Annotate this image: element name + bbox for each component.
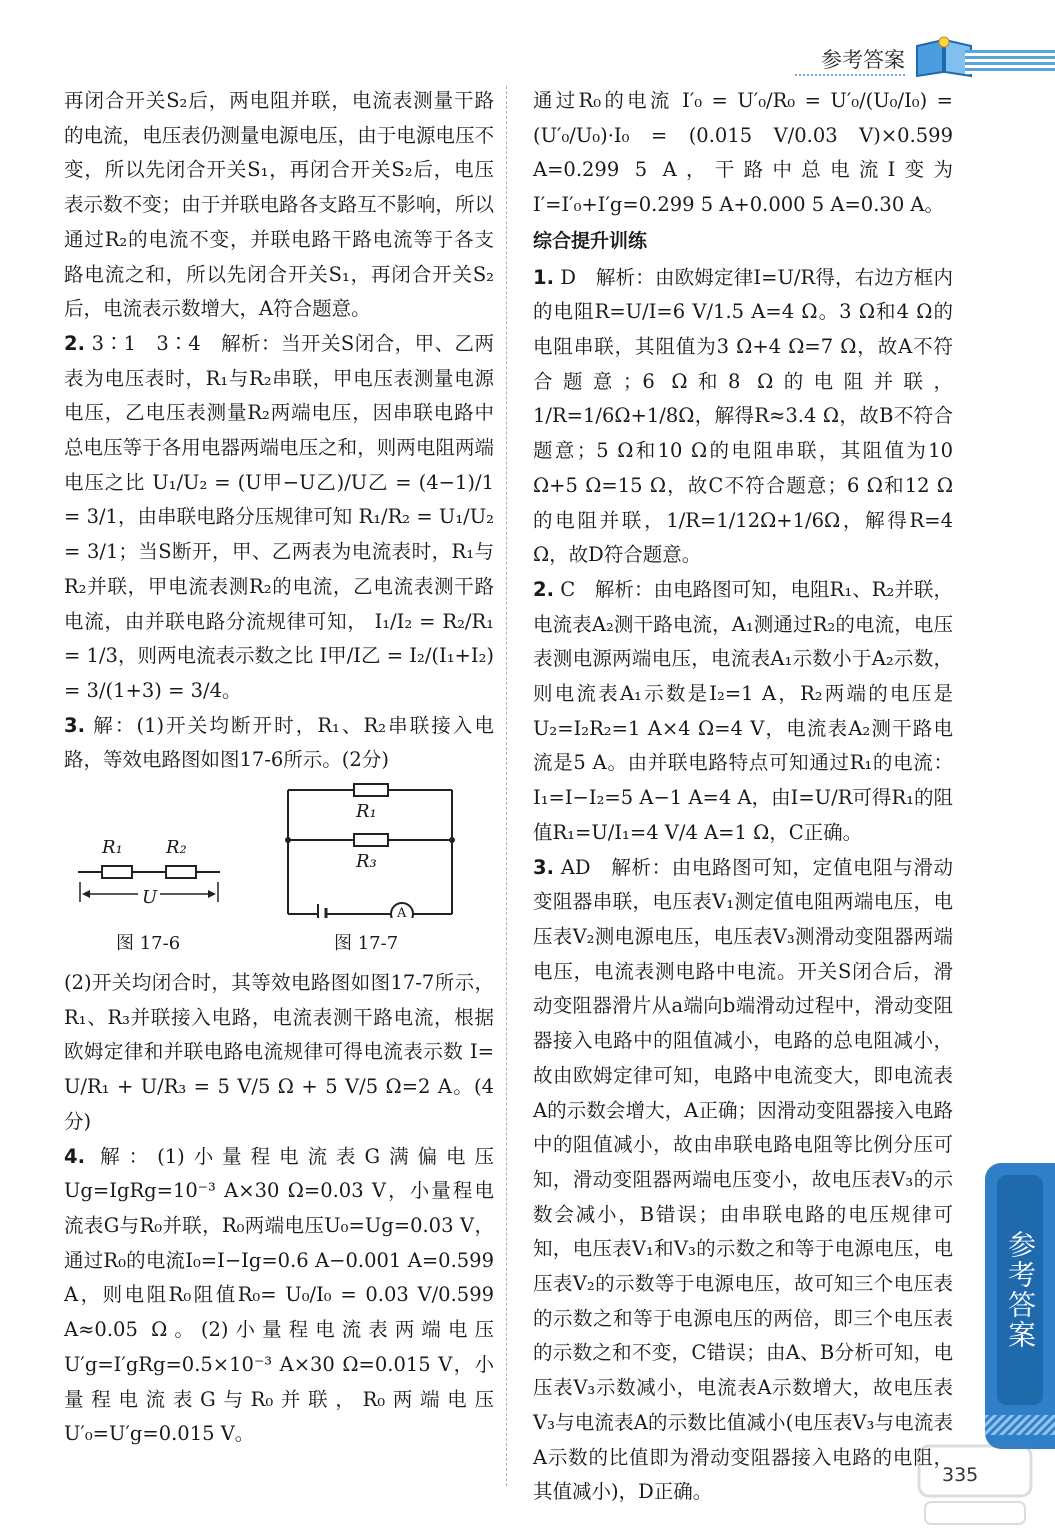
- formula-r0: U₀/I₀ = 0.03 V/0.599 A: [64, 1283, 495, 1342]
- continued-text-a: 通过R₀的电流: [533, 89, 673, 112]
- side-tab: [985, 1163, 1055, 1449]
- practice-3-text: AD 解析：由电路图可知，定值电阻与滑动变阻器串联，电压表V₁测定值电阻两端电压，电压表V₂测电源电压，电压表V₃测滑动变阻器两端电压，电流表测电路中电流。开关S闭合后，滑动变阻器滑片从a端向b端滑动过程中，滑动变阻器接入电路中的阻值减小，电路的总电阻减小，故由欧姆定律可知，电路中电流变大，即电流表A的示数会增大，A正确；因滑动变阻器接入电路中的阻值减小，故由串联电路电阻等比例分压可知，滑动变阻器两端电压变小，故电压表V₃的示数会减小，B错误；由串联电路的电压规律可知，电压表V₁和V₃的示数之和等于电源电压，电压表V₂的示数等于电源电压，故可知三个电压表的示数之和等于电源电压的两倍，即三个电压表的示数之和不变，C错误；由A、B分析可知，电压表V₃示数减小，电流表A示数增大，故电压表V₃与电流表A的示数比值减小(电压表V₃与电流表A示数的比值即为滑动变阻器接入电路的电阻，其值减小)，D正确。: [533, 855, 954, 1504]
- question-2: [64, 327, 494, 709]
- question-number: 1.: [533, 265, 554, 289]
- question-2-text-d: ，则两电流表示数之比: [117, 644, 314, 668]
- practice-1-text: D 解析：由欧姆定律I=U/R得，右边方框内的电阻R=U/I=6 V/1.5 A=4 Ω。3 Ω和4 Ω的电阻串联，其阻值为3 Ω+4 Ω=7 Ω，故A不符合题意；6 Ω和8 Ω的电阻并联，1/R=1/6Ω+1/8Ω，解得R≈3.4 Ω，故B不符合题意；5 Ω和10 Ω的电阻串联，其阻值为10 Ω+5 Ω=15 Ω，故C不符合题意；6 Ω和12 Ω的电阻并联，1/R=1/12Ω+1/6Ω，解得R=4 Ω，故D符合题意。: [533, 265, 953, 567]
- fig7-r1-label: R₁: [356, 801, 377, 823]
- question-2-text-e: 。: [222, 678, 242, 702]
- ammeter-symbol-label: A: [397, 906, 407, 922]
- paragraph-continued: 再闭合开关S₂后，两电阻并联，电流表测量干路的电流，电压表仍测量电源电压，由于电源电压不变，所以先闭合开关S₁，再闭合开关S₂后，电压表示数不变；由于并联电路各支路互不影响，所以通过R₂的电流不变，并联电路干路电流等于各支路电流之和，所以先闭合开关S₁，再闭合开关S₂后，电流表示数增大，A符合题意。: [64, 89, 494, 321]
- right-column: [533, 84, 953, 1510]
- fig6-caption: 图 17-6: [116, 933, 181, 955]
- question-3-text-a: 解：(1)开关均断开时，R₁、R₂串联接入电路，等效电路图如图17-6所示。(2分): [64, 713, 494, 772]
- fig6-r1-label: R₁: [102, 837, 123, 859]
- question-4-text-b: ≈0.05 Ω。(2)小量程电流表两端电压U′g=I′gRg=0.5×10⁻³ A×30 Ω=0.015 V，小量程电流表G与R₀并联，R₀两端电压U′₀=U′g=0.015 V。: [64, 1318, 494, 1446]
- question-2-text-c: ；当S断开，甲、乙两表为电流表时，R₁与R₂并联，甲电流表测R₂的电流，乙电流表测干路电流，由并联电路分流规律可知，: [64, 540, 495, 633]
- left-column: [64, 84, 494, 1452]
- question-number: 2.: [64, 331, 85, 355]
- question-number: 4.: [64, 1144, 85, 1168]
- formula-ammeter-ratio: I甲/I乙 = I₂/(I₁+I₂) = 3/(1+3) = 3/4: [64, 644, 494, 702]
- side-tab-stripes: [985, 1415, 1055, 1435]
- practice-2-text: C 解析：由电路图可知，电阻R₁、R₂并联，电流表A₂测干路电流，A₁测通过R₂的电流，电压表测电源两端电压，电流表A₁示数小于A₂示数，则电流表A₁示数是I₂=1 A，R₂两端的电压是U₂=I₂R₂=1 A×4 Ω=4 V，电流表A₂测干路电流是5 A。由并联电路特点可知通过R₁的电流：I₁=I−I₂=5 A−1 A=4 A，由I=U/R可得R₁的阻值R₁=U/I₁=4 V/4 A=1 Ω，C正确。: [533, 577, 954, 844]
- circuit-figures: [64, 782, 494, 962]
- question-3-part-2: [64, 966, 494, 1140]
- question-3: [64, 709, 494, 778]
- question-4: [64, 1140, 494, 1452]
- question-4-continued: [533, 84, 953, 223]
- practice-question-2: [533, 573, 953, 851]
- formula-resistance-ratio: R₁/R₂ = U₁/U₂ = 3/1: [64, 505, 494, 564]
- continued-text-b: ×0.599 A=0.299 5 A，干路中总电流I变为I′=I′₀+I′g=0.299 5 A+0.000 5 A=0.30 A。: [533, 123, 953, 217]
- question-2-text-a: 3∶1 3∶4 解析：当开关S闭合，甲、乙两表为电压表时，R₁与R₂串联，甲电压表测量电源电压，乙电压表测量R₂两端电压，因串联电路中总电压等于各用电器两端电压之和，则两电阻两端电压之比: [64, 331, 494, 494]
- question-number: 2.: [533, 577, 554, 601]
- question-4-text-a: 解：(1)小量程电流表G满偏电压 Ug=IgRg=10⁻³ A×30 Ω=0.03 V，小量程电流表G与R₀并联，R₀两端电压U₀=Ug=0.03 V，通过R₀的电流I₀=I−Ig=0.6 A−0.001 A=0.599 A，则电阻R₀阻值R₀=: [64, 1144, 494, 1307]
- question-number: 3.: [64, 713, 85, 737]
- header-label: 参考答案: [821, 48, 905, 72]
- question-number: 3.: [533, 855, 554, 879]
- fig6-u-label: U: [142, 887, 158, 909]
- question-3-text-b: (2)开关均闭合时，其等效电路图如图17-7所示，R₁、R₃并联接入电路，电流表测干路电流，根据欧姆定律和并联电路电流规律可得电流表示数 I=: [64, 971, 494, 1064]
- section-heading: 综合提升训练: [533, 229, 648, 252]
- fig7-r3-label: R₃: [356, 851, 377, 873]
- formula-voltage-ratio: U₁/U₂ = (U甲−U乙)/U乙 = (4−1)/1 = 3/1: [64, 470, 494, 529]
- formula-current-ratio: I₁/I₂ = R₂/R₁ = 1/3: [64, 609, 494, 668]
- page-header: [735, 28, 1055, 88]
- header-stripes: [965, 50, 1055, 74]
- practice-question-1: [533, 261, 953, 573]
- question-3-text-c: =2 A。(4分): [64, 1075, 494, 1133]
- side-tab-label: 参考答案: [997, 1175, 1043, 1405]
- watermark-logo-icon: [915, 1440, 1035, 1530]
- practice-question-3: [533, 851, 953, 1510]
- column-divider: [506, 86, 507, 1486]
- header-dotted-line: [795, 74, 905, 76]
- question-2-text-b: ，由串联电路分压规律可知: [117, 505, 353, 529]
- formula-total-current: U/R₁ + U/R₃ = 5 V/5 Ω + 5 V/5 Ω: [64, 1075, 402, 1099]
- formula-i0-prime: I′₀ = U′₀/R₀ = U′₀/(U₀/I₀) = (U′₀/U₀)·I₀ = (0.015 V/0.03 V): [533, 89, 954, 147]
- fig7-caption: 图 17-7: [334, 933, 399, 955]
- fig6-r2-label: R₂: [166, 837, 187, 859]
- page-number: 335: [942, 1464, 979, 1486]
